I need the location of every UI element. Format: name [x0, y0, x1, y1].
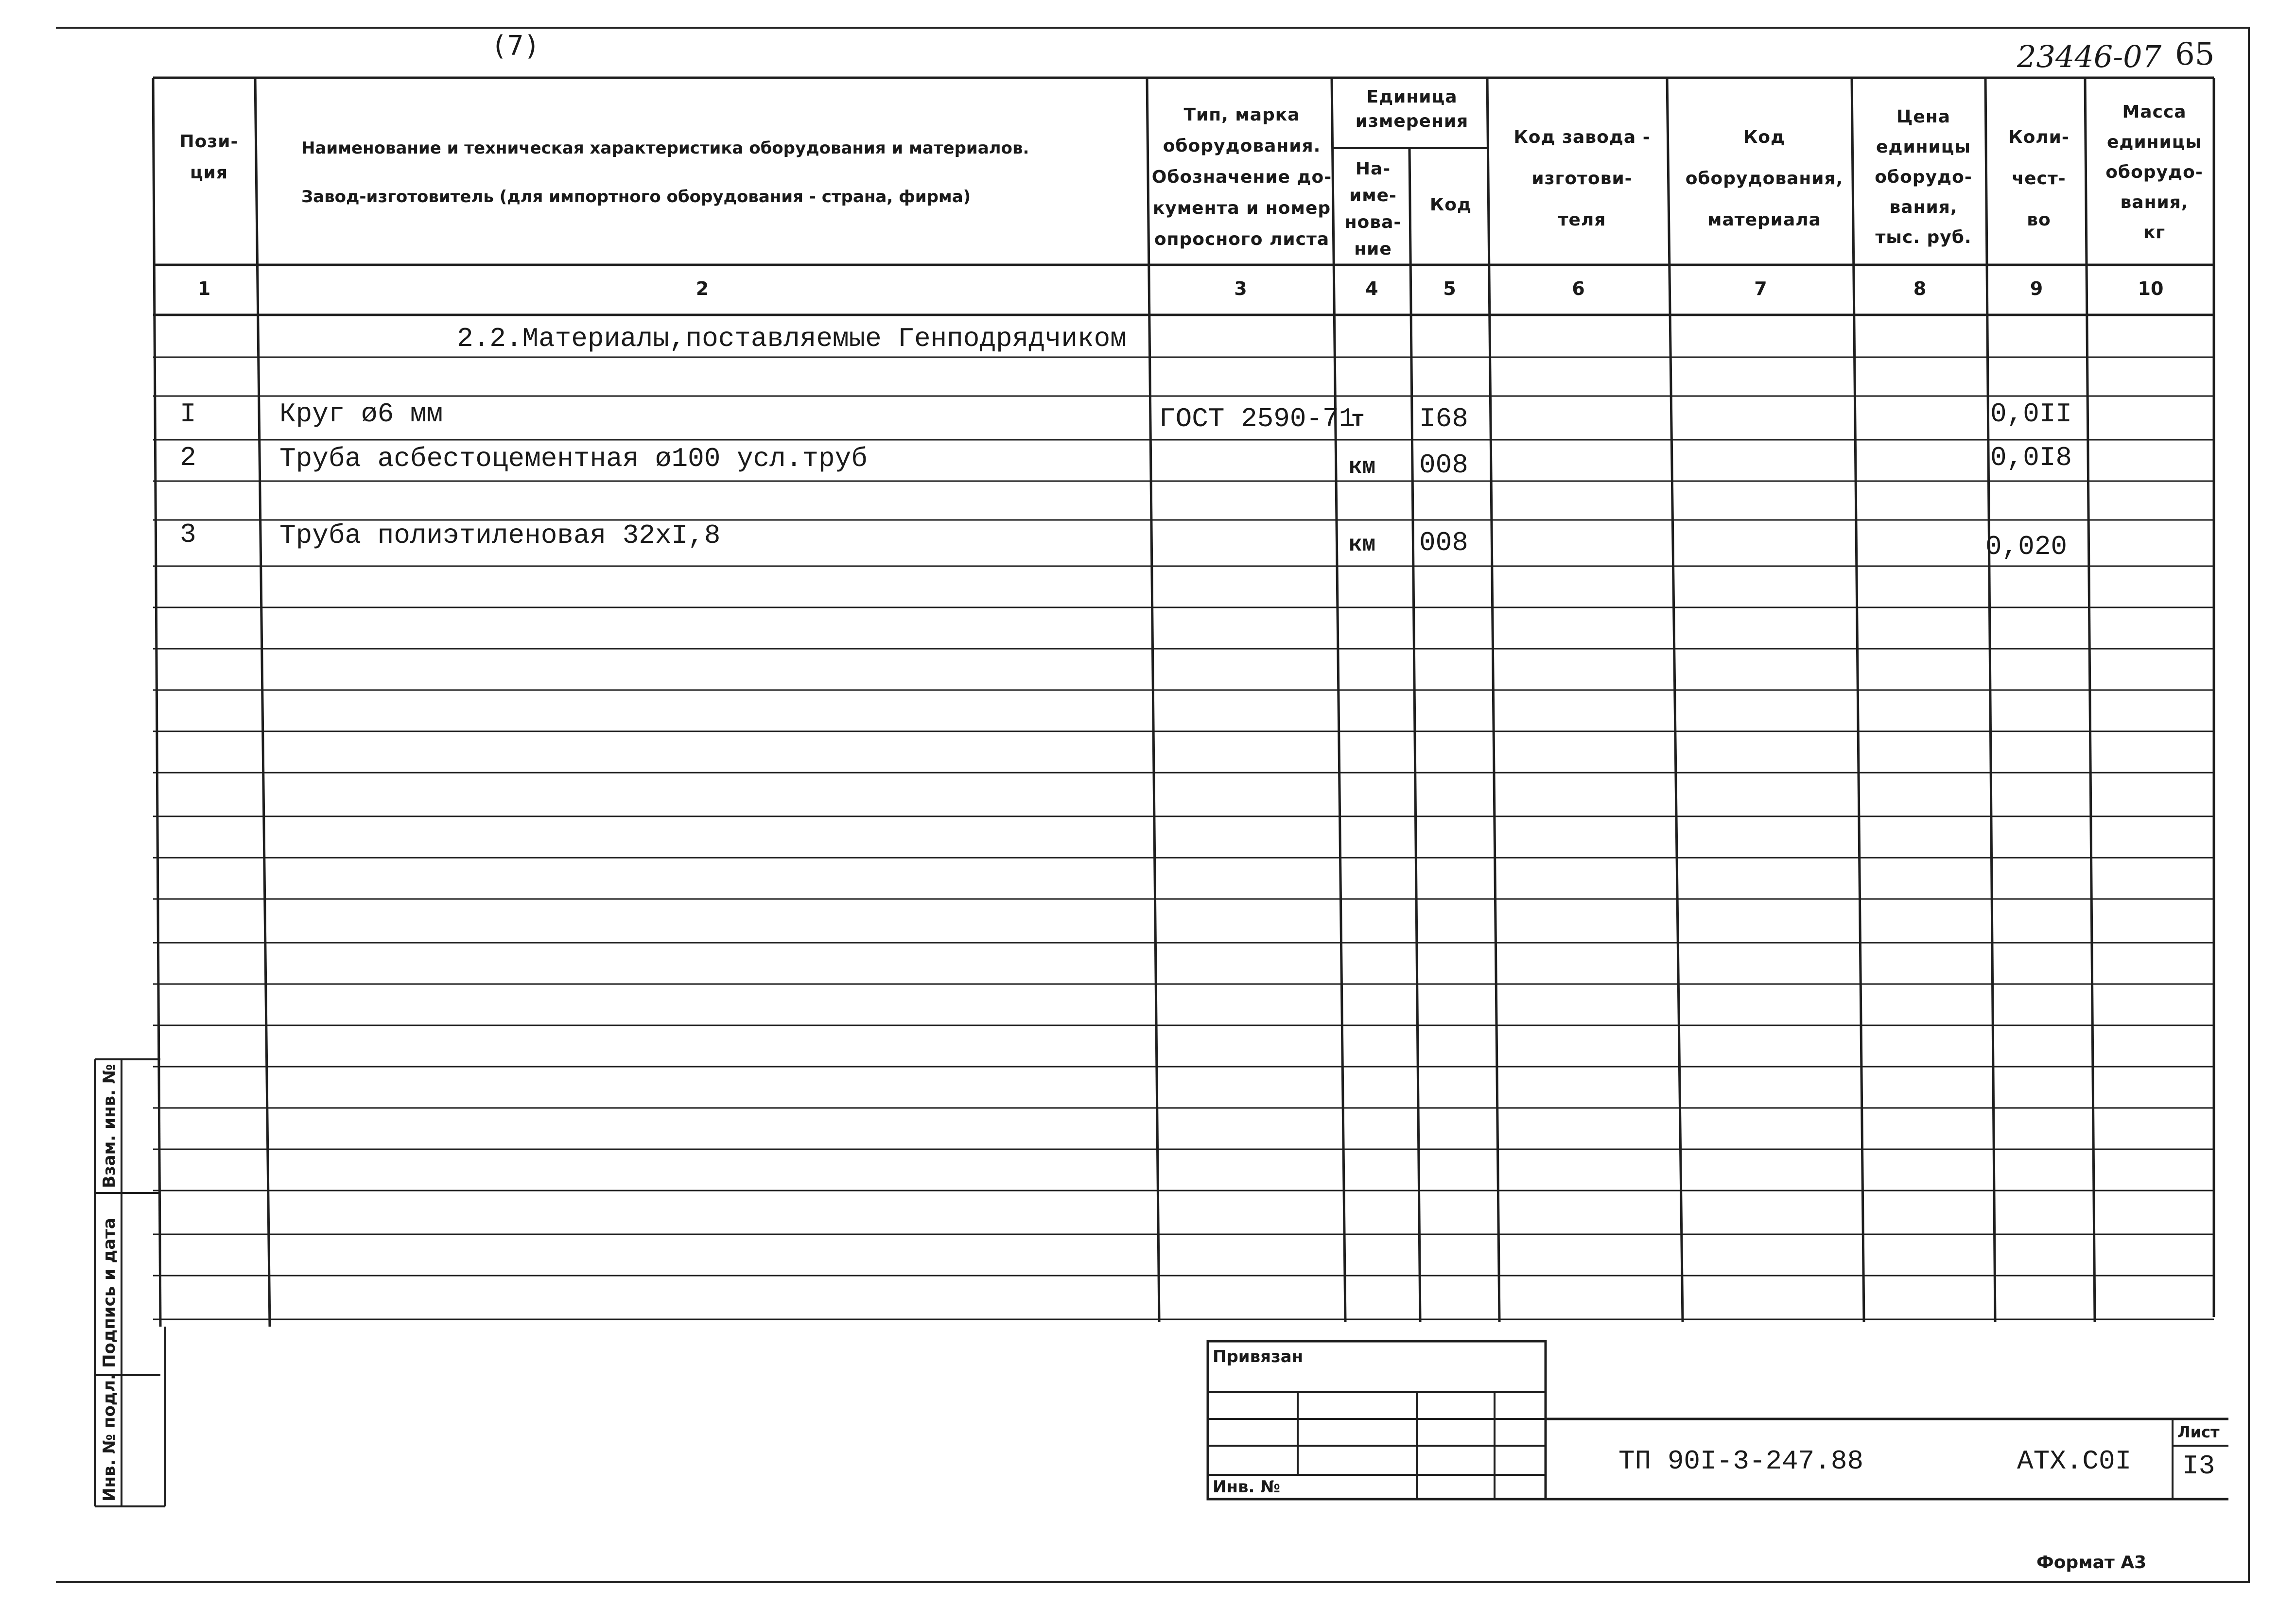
archive-number: 23446-07: [2017, 39, 2162, 74]
inventory-label: Инв. №: [1213, 1477, 1281, 1497]
document-code: АТХ.С0I: [2017, 1446, 2132, 1477]
column-number: 2: [696, 278, 709, 299]
row-position: 2: [180, 442, 196, 473]
row-code: 008: [1419, 449, 1468, 481]
header-price: Цена единицы оборудо- вания, тыс. руб.: [1875, 107, 1972, 247]
row-document: ГОСТ 2590-71: [1159, 403, 1356, 434]
row-quantity: 0,020: [1985, 531, 2068, 562]
sheet-number: I3: [2182, 1451, 2215, 1482]
header-unit-name: На- име- нова- ние: [1344, 159, 1402, 259]
column-number: 1: [197, 278, 211, 299]
row-name: Труба полиэтиленовая 32xI,8: [279, 520, 721, 551]
row-unit: км: [1349, 454, 1376, 480]
format-label: Формат А3: [2036, 1553, 2147, 1572]
attached-label: Привязан: [1213, 1347, 1304, 1366]
column-number: 6: [1572, 278, 1585, 299]
row-unit: т: [1351, 407, 1365, 432]
stamp-replace-inventory: Взам. инв. №: [100, 1064, 119, 1188]
column-number: 4: [1365, 278, 1378, 299]
row-code: 008: [1419, 527, 1468, 558]
header-name: Наименование и техническая характеристика оборудования и материалов. Завод-изготовитель (для импортного оборудования - страна, фирма): [301, 138, 1029, 207]
row-position: 3: [180, 519, 196, 550]
section-title: 2.2.Материалы,поставляемые Генподрядчиком: [457, 323, 1127, 354]
stamp-original-inventory: Инв. № подл.: [100, 1373, 119, 1502]
column-number: 7: [1754, 278, 1767, 299]
column-number: 8: [1913, 278, 1927, 299]
header-unit-group: Единица измерения: [1355, 87, 1469, 131]
column-number: 3: [1234, 278, 1247, 299]
row-name: Труба асбестоцементная ø100 усл.труб: [279, 443, 868, 474]
row-quantity: 0,0I8: [1990, 442, 2072, 473]
header-mass: Масса единицы оборудо- вания, кг: [2105, 102, 2203, 242]
sheet-corner-number: 65: [2175, 36, 2215, 72]
row-quantity: 0,0II: [1990, 398, 2072, 430]
column-number: 9: [2030, 278, 2043, 299]
document-number: ТП 90I-3-247.88: [1618, 1446, 1864, 1477]
header-equipment-code: Код оборудования, материала: [1685, 127, 1844, 230]
column-number: 10: [2138, 278, 2164, 299]
row-unit: км: [1349, 532, 1376, 557]
page-marker: (7): [491, 30, 540, 62]
sheet-label: Лист: [2177, 1423, 2220, 1441]
header-quantity: Коли- чест- во: [2008, 127, 2070, 230]
row-position: I: [180, 398, 196, 430]
header-position: Пози- ция: [179, 132, 239, 183]
stamp-signature-date: Подпись и дата: [100, 1218, 119, 1368]
header-factory-code: Код завода - изготови- теля: [1513, 127, 1651, 230]
header-type: Тип, марка оборудования. Обозначение до- кумента и номер опросного листа: [1151, 105, 1332, 249]
header-unit-code: Код: [1429, 195, 1472, 215]
row-code: I68: [1419, 403, 1468, 434]
row-name: Круг ø6 мм: [279, 398, 443, 430]
column-number: 5: [1443, 278, 1456, 299]
